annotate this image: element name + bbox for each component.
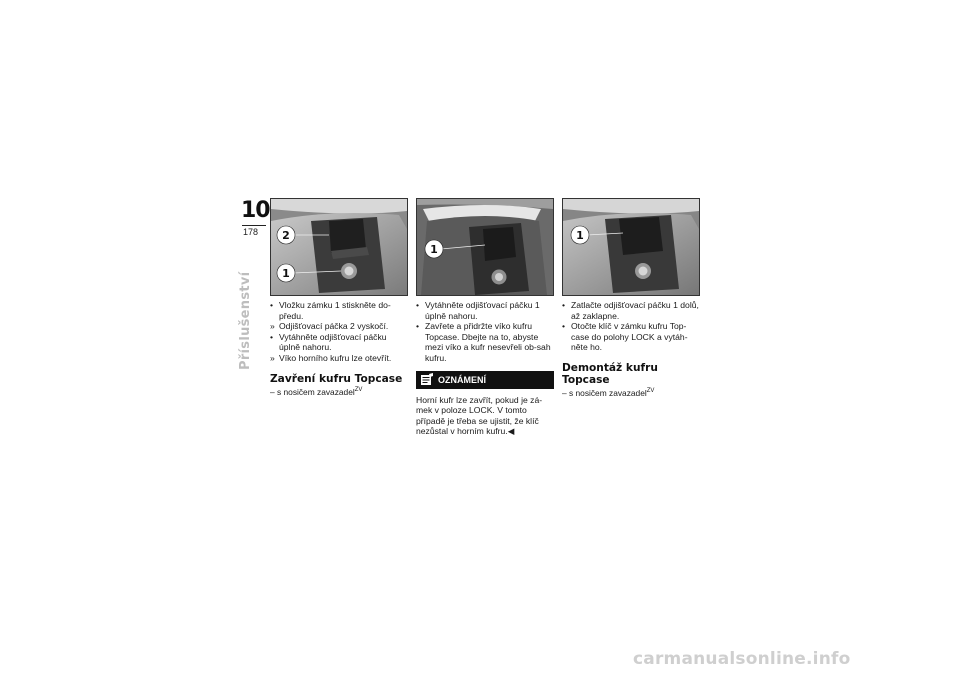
list-item: • Vložku zámku 1 stiskněte do-předu. [270, 300, 391, 321]
callout-2: 2 [282, 229, 290, 242]
optional-equipment-note: – s nosičem zavazadel$^{ZV}$ [562, 387, 655, 398]
chapter-rule [242, 225, 266, 226]
site-watermark: carmanualsonline.info [633, 649, 851, 669]
notice-label: OZNÁMENÍ [438, 374, 486, 385]
instruction-list [416, 300, 554, 364]
photo-lock-and-lever [270, 198, 408, 296]
notice-text: Horní kufr lze zavřít, pokud je zá-mek v poloze LOCK. V tomto případě je třeba se ujistit, že klíč nezůstal v horním kufru.◀ [416, 394, 543, 437]
notice-banner [416, 371, 554, 389]
list-item: » Odjišťovací páčka 2 vyskočí. [270, 321, 389, 332]
list-item: • Otočte klíč v zámku kufru Top-case do polohy LOCK a vytáh-něte ho. [562, 321, 688, 353]
section-title-close-topcase: Zavření kufru Topcase [270, 372, 403, 385]
photo-lever-pressed [562, 198, 700, 296]
chapter-number: 10 [241, 198, 270, 223]
column-close-topcase [416, 198, 554, 437]
instruction-list [270, 300, 408, 364]
optional-equipment-note: – s nosičem zavazadel$^{ZV}$ [270, 386, 363, 397]
callout-1: 1 [282, 267, 290, 280]
notebook-notice-icon [420, 373, 434, 386]
list-item: • Zatlačte odjišťovací páčku 1 dolů, až zaklapne. [562, 300, 699, 321]
callout-1: 1 [576, 229, 584, 242]
column-open-topcase [270, 198, 408, 397]
chapter-side-label: Příslušenství [238, 271, 253, 370]
list-item: • Vytáhněte odjišťovací páčku úplně nahoru. [270, 331, 387, 353]
column-lock-topcase [562, 198, 700, 398]
photo-open-lid [416, 198, 554, 296]
list-item: • Zavřete a přidržte víko kufru Topcase. Dbejte na to, abyste mezi víko a kufr nesevřeli ob-sah kufru. [416, 321, 551, 363]
instruction-list [562, 300, 700, 353]
callout-1: 1 [430, 243, 438, 256]
page-number: 178 [243, 227, 259, 237]
list-item: » Víko horního kufru lze otevřít. [270, 352, 392, 363]
section-title-remove-topcase: Demontáž kufru Topcase [562, 361, 658, 386]
list-item: • Vytáhněte odjišťovací páčku 1 úplně nahoru. [416, 300, 540, 321]
